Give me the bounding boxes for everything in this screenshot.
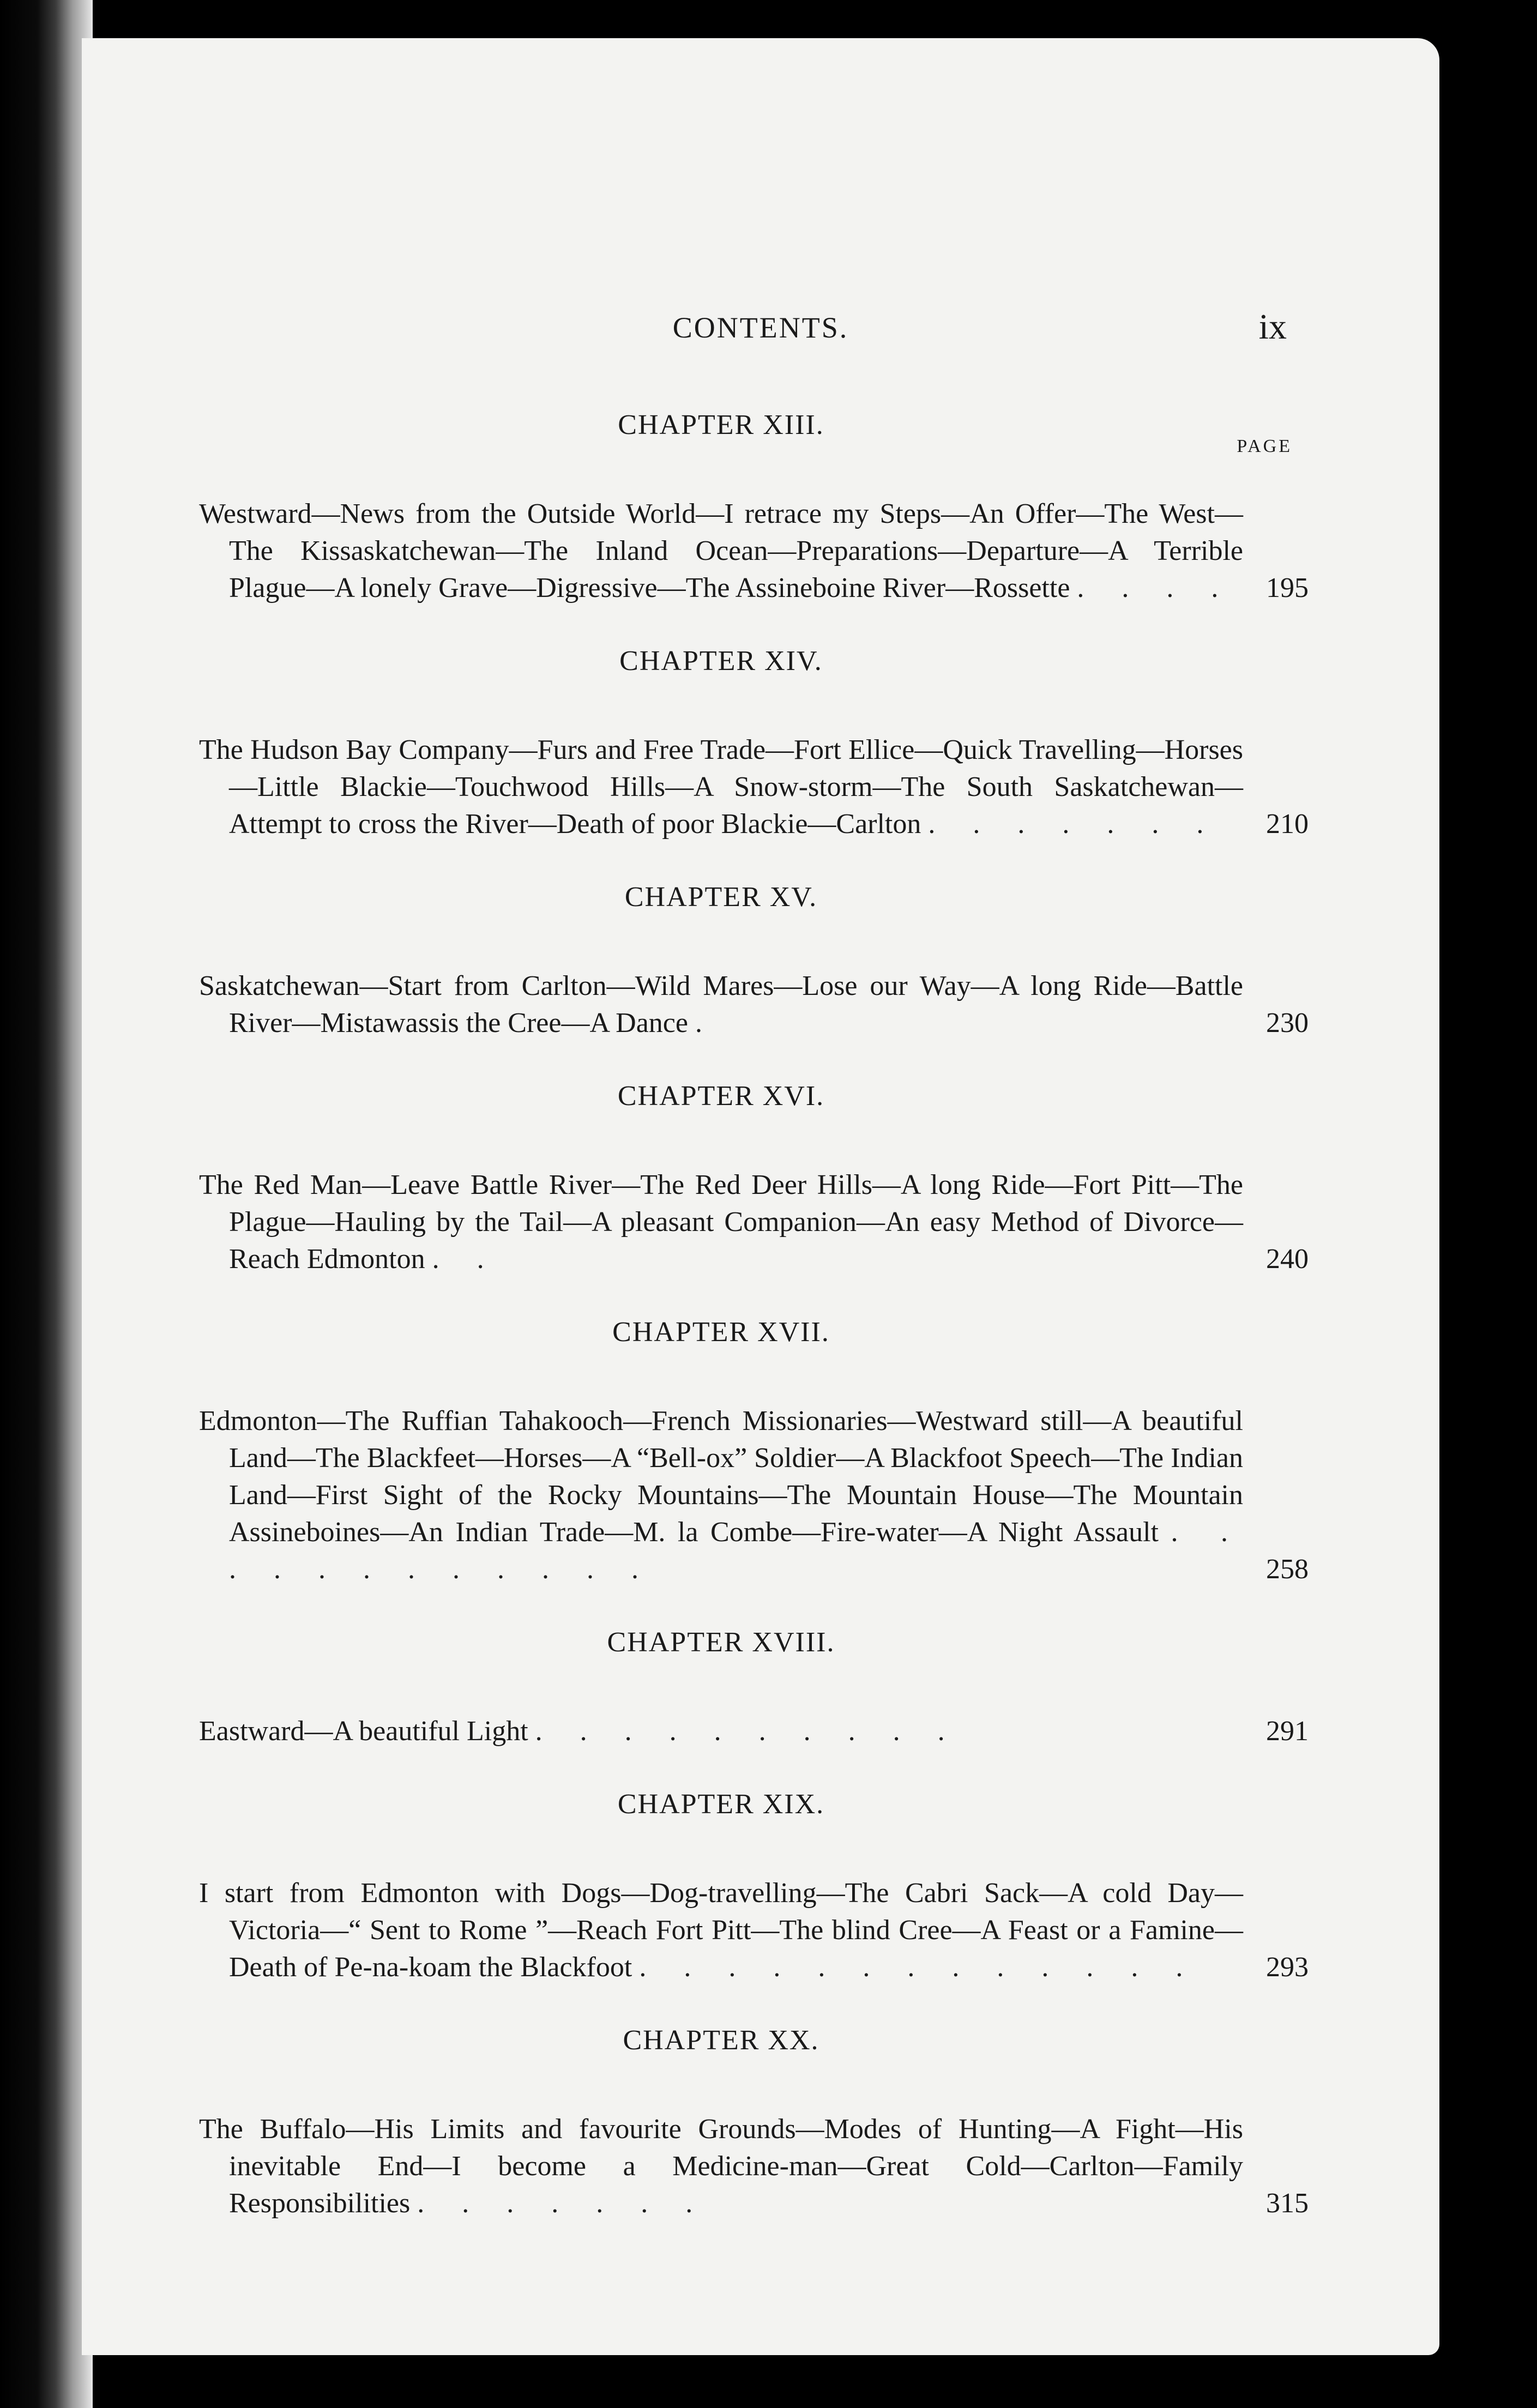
dot-leaders: .: [695, 1007, 718, 1039]
chapter-page-number: 210: [1266, 808, 1309, 840]
page-column-label: PAGE: [1237, 436, 1292, 456]
dot-leaders: . . . . . . .: [417, 2188, 708, 2219]
dot-leaders: . . . .: [1077, 572, 1234, 603]
dot-leaders: . . . . . . . . . . . . .: [639, 1952, 1198, 1983]
chapter-summary: [199, 2111, 1309, 2222]
contents-entry: [199, 2024, 1309, 2222]
chapter-heading: CHAPTER XIV.: [619, 645, 823, 677]
chapter-page-number: 240: [1266, 1244, 1309, 1275]
book-page: [82, 38, 1439, 2355]
chapter-page-number: 315: [1266, 2188, 1309, 2219]
chapter-summary: [199, 496, 1309, 607]
chapter-summary-text: The Red Man—Leave Battle River—The Red Deer Hills—A long Ride—Fort Pitt—The Plague—Hauling by the Tail—A pleasant Companion—An easy Method of Divorce—Reach Edmonton: [199, 1169, 1243, 1275]
chapter-summary-text: The Buffalo—His Limits and favourite Grounds—Modes of Hunting—A Fight—His inevitable End—I become a Medicine-man—Great Cold—Carlton—Family Responsibilities: [199, 2114, 1243, 2219]
chapter-summary: [199, 1713, 1309, 1750]
chapter-summary-text: Saskatchewan—Start from Carlton—Wild Mares—Lose our Way—A long Ride—Battle River—Mistawassis the Cree—A Dance: [199, 970, 1243, 1039]
chapter-heading: CHAPTER XX.: [623, 2025, 819, 2056]
chapter-heading: CHAPTER XIX.: [617, 1789, 825, 1820]
page-header: [82, 307, 1439, 376]
contents-entry: [199, 1080, 1309, 1278]
chapter-summary-text: Edmonton—The Ruffian Tahakooch—French Missionaries—Westward still—A beautiful Land—The Blackfeet—Horses—A “Bell-ox” Soldier—A Blackfoot Speech—The Indian Land—First Sight of the Rocky Mountains—The Mountain House—The Mountain Assineboines—An Indian Trade—M. la Combe—Fire-water—A Night Assault: [199, 1405, 1243, 1548]
dot-leaders: . .: [432, 1244, 499, 1275]
contents-entry: [199, 881, 1309, 1042]
chapter-summary-text: Westward—News from the Outside World—I retrace my Steps—An Offer—The West—The Kissaskatchewan—The Inland Ocean—Preparations—Departure—A Terrible Plague—A lonely Grave—Digressive—The Assineboine River—Rossette: [199, 498, 1243, 603]
chapter-summary: [199, 968, 1309, 1042]
chapter-heading: CHAPTER XVI.: [617, 1081, 825, 1112]
chapter-summary: [199, 1167, 1309, 1278]
chapter-page-number: 195: [1266, 572, 1309, 603]
book-binding-edge: [0, 0, 93, 2408]
contents-entry: [199, 1316, 1309, 1588]
chapter-summary-text: Eastward—A beautiful Light: [199, 1716, 528, 1747]
chapter-page-number: 291: [1266, 1716, 1309, 1747]
chapter-heading: CHAPTER XVIII.: [607, 1627, 835, 1658]
contents-entry: [199, 1788, 1309, 1986]
chapter-summary-text: I start from Edmonton with Dogs—Dog-travelling—The Cabri Sack—A cold Day—Victoria—“ Sent to Rome ”—Reach Fort Pitt—The blind Cree—A Feast or a Famine—Death of Pe-na-koam the Blackfoot: [199, 1878, 1243, 1983]
chapter-heading: CHAPTER XVII.: [612, 1317, 830, 1348]
chapter-heading: CHAPTER XV.: [624, 882, 818, 913]
chapter-page-number: 258: [1266, 1554, 1309, 1585]
chapter-summary: [199, 732, 1309, 843]
contents-entry: [199, 645, 1309, 843]
dot-leaders: . . . . . . .: [928, 808, 1219, 840]
chapter-heading: CHAPTER XIII.: [618, 409, 824, 440]
chapter-summary-text: The Hudson Bay Company—Furs and Free Trade—Fort Ellice—Quick Travelling—Horses—Little Blackie—Touchwood Hills—A Snow-storm—The South Saskatchewan—Attempt to cross the River—Death of poor Blackie—Carlton: [199, 734, 1243, 840]
running-title: CONTENTS.: [672, 311, 849, 344]
dot-leaders: . . . . . . . . . .: [535, 1716, 960, 1747]
chapter-page-number: 230: [1266, 1007, 1309, 1039]
contents-entry: [199, 1626, 1309, 1750]
dot-leaders: . . . . . . . . . . . .: [229, 1517, 1244, 1585]
chapter-summary: [199, 1875, 1309, 1986]
chapter-summary: [199, 1403, 1309, 1588]
chapter-page-number: 293: [1266, 1952, 1309, 1983]
page-folio-number: ix: [1258, 307, 1287, 347]
